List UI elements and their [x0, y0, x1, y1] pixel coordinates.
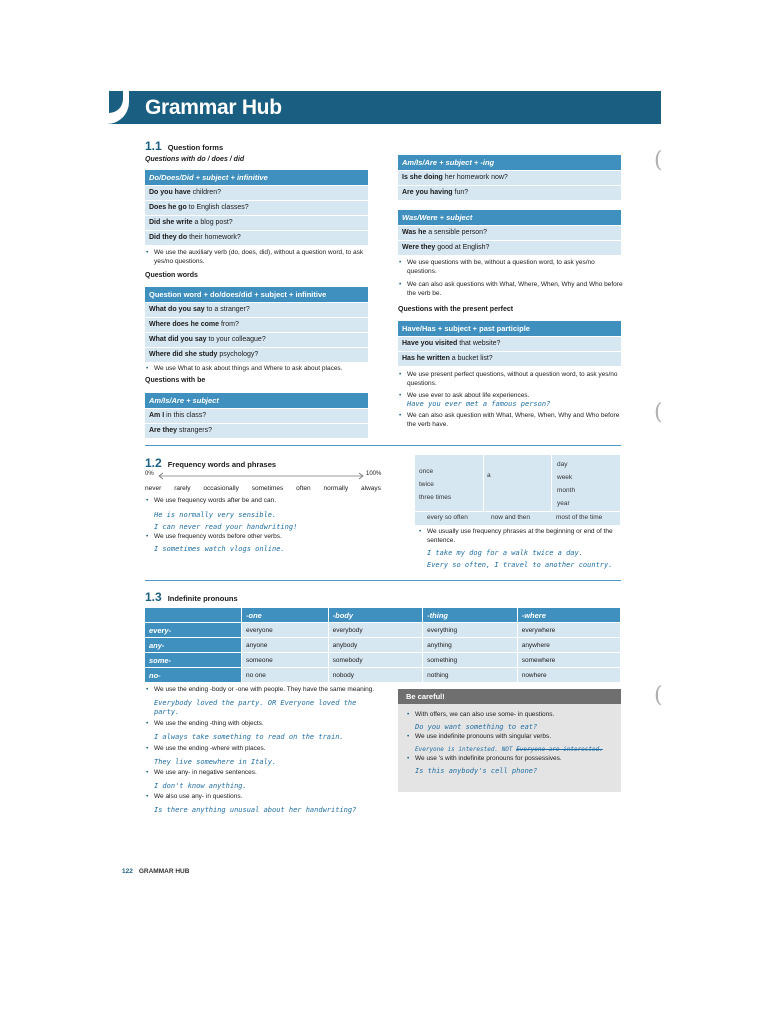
pronoun-cell: anywhere	[517, 638, 620, 653]
section-divider	[145, 445, 621, 446]
pronoun-cell: nothing	[423, 668, 518, 683]
subheading-questions-with-be: Questions with be	[145, 377, 206, 384]
table-row: Does he go to English classes?	[145, 200, 368, 215]
pronoun-cell: anyone	[242, 638, 329, 653]
table-row: Am I in this class?	[145, 408, 368, 423]
scale-word: sometimes	[251, 485, 284, 492]
example-anybody-phone: Is this anybody's cell phone?	[415, 767, 538, 775]
frequency-period: year	[557, 500, 570, 507]
table-was-were	[398, 225, 621, 255]
notes-be-questions: • We use questions with be, without a question word, to ask yes/no questions. • We can also ask questions with What, Where, When, Why and Who before the verb be.	[398, 258, 623, 298]
frequency-period: week	[557, 474, 573, 481]
page-footer	[122, 868, 189, 875]
table-have-has	[398, 336, 621, 366]
pronoun-cell: anybody	[328, 638, 423, 653]
scale-word: rarely	[174, 485, 191, 492]
indefinite-pronouns-table	[145, 607, 621, 682]
section-1-3-heading: 1.3 Indefinite pronouns	[145, 590, 238, 604]
pronoun-cell: everyone	[242, 623, 329, 638]
grammar-hub-banner	[107, 91, 661, 124]
table-row: Are you having fun?	[398, 185, 621, 200]
row-prefix: every-	[145, 623, 242, 638]
table-header-have-has: Have/Has + subject + past participle	[398, 321, 621, 336]
page-number: 122	[122, 868, 133, 875]
pronoun-cell: somebody	[328, 653, 423, 668]
be-careful-title: Be careful!	[398, 689, 621, 704]
pronoun-cell: everybody	[328, 623, 423, 638]
scale-word: occasionally	[203, 485, 239, 492]
pronoun-cell: everywhere	[517, 623, 620, 638]
table-row: Did they do their homework?	[145, 230, 368, 245]
example-never: I can never read your handwriting!	[154, 523, 298, 531]
example-twice-a-day: I take my dog for a walk twice a day.	[427, 549, 583, 557]
pronoun-cell: everything	[423, 623, 518, 638]
frequency-scale-arrow	[157, 472, 365, 480]
page-edge-mark: (	[654, 683, 663, 708]
row-prefix: no-	[145, 668, 242, 683]
table-row: Where does he come from?	[145, 317, 368, 332]
example-anything-unusual: Is there anything unusual about her handwriting?	[154, 806, 357, 814]
note-what-where: • We use What to ask about things and Where to ask about places.	[145, 364, 370, 373]
frequency-period-list	[557, 458, 575, 510]
subheading-present-perfect: Questions with the present perfect	[398, 306, 514, 313]
table-row: Was he a sensible person?	[398, 225, 621, 240]
scale-word: often	[296, 485, 311, 492]
table-row: Did she write a blog post?	[145, 215, 368, 230]
note-auxiliary-verb: • We use the auxiliary verb (do, does, did), without a question word, to ask yes/no questions.	[145, 248, 370, 266]
column-thing: -thing	[423, 608, 518, 623]
table-row	[145, 623, 621, 638]
table-corner-cell	[145, 608, 242, 623]
scale-word: always	[361, 485, 381, 492]
table-header-question-word: Question word + do/does/did + subject + infinitive	[145, 287, 368, 302]
frequency-count: once	[419, 468, 434, 475]
table-row: Where did she study psychology?	[145, 347, 368, 362]
table-row	[145, 653, 621, 668]
table-header-am-is-are: Am/Is/Are + subject	[145, 393, 368, 408]
example-want-something: Do you want something to eat?	[415, 723, 538, 731]
row-prefix: some-	[145, 653, 242, 668]
example-somewhere: They live somewhere in Italy.	[154, 758, 277, 766]
section-divider	[145, 580, 621, 581]
frequency-count-list	[419, 465, 451, 504]
table-row: Were they good at English?	[398, 240, 621, 255]
pronoun-cell: somewhere	[517, 653, 620, 668]
column-where: -where	[517, 608, 620, 623]
frequency-period: day	[557, 461, 568, 468]
subheading-question-words: Question words	[145, 272, 198, 279]
pronoun-cell: nowhere	[517, 668, 620, 683]
column-one: -one	[242, 608, 329, 623]
scale-start-label: 0%	[145, 471, 154, 477]
frequency-period: month	[557, 487, 576, 494]
table-row: What do you say to a stranger?	[145, 302, 368, 317]
notes-frequency-words: • We use frequency words after be and can. He is normally very sensible. I can never read your handwriting! • We use frequency words before other verbs. I sometimes watch vlogs online.	[145, 496, 385, 554]
table-row: What did you say to your colleague?	[145, 332, 368, 347]
example-every-so-often: Every so often, I travel to another country.	[427, 561, 613, 569]
example-everyone-interested: Everyone is interested. NOT Everyone are interested.	[415, 746, 603, 753]
frequency-phrases-box	[415, 455, 620, 525]
section-1-2-heading: 1.2 Frequency words and phrases	[145, 456, 277, 470]
page-title: Grammar Hub	[145, 96, 282, 119]
frequency-count: three times	[419, 494, 452, 501]
table-question-word	[145, 302, 368, 362]
table-row: Are they strangers?	[145, 423, 368, 438]
pronoun-cell: something	[423, 653, 518, 668]
example-everybody: Everybody loved the party. OR Everyone loved the party.	[154, 699, 357, 716]
scale-end-label: 100%	[366, 471, 382, 477]
example-ever: Have you ever met a famous person?	[407, 400, 551, 408]
be-careful-box	[398, 689, 621, 792]
pronoun-cell: no one	[242, 668, 329, 683]
scale-word: normally	[323, 485, 349, 492]
footer-label: GRAMMAR HUB	[138, 868, 190, 875]
notes-frequency-phrases: • We usually use frequency phrases at the beginning or end of the sentence. I take my dog for a walk twice a day. Every so often, I travel to another country.	[418, 527, 623, 570]
subheading-do-does-did: Questions with do / does / did	[145, 156, 245, 163]
example-normally: He is normally very sensible.	[154, 511, 277, 519]
be-careful-notes: • With offers, we can also use some- in questions. Do you want something to eat? • We use indefinite pronouns with singular verbs. Everyone is interested. NOT Everyone are interested. • We use 's with indefinite pronouns for possessives. Is this anybody's cell phone?	[406, 710, 616, 776]
table-am-is-are	[145, 408, 368, 438]
frequency-count: twice	[419, 481, 434, 488]
scale-word: never	[145, 485, 162, 492]
notes-present-perfect: • We use present perfect questions, without a question word, to ask yes/no questions. • We use ever to ask about life experiences. Have you ever met a famous person? • We can also ask question with What, Where, When, Why and Who before the verb have.	[398, 370, 623, 429]
table-row	[145, 638, 621, 653]
pronoun-cell: anything	[423, 638, 518, 653]
table-row: Do you have children?	[145, 185, 368, 200]
table-header-am-is-are-ing: Am/Is/Are + subject + -ing	[398, 155, 621, 170]
page-edge-mark: (	[654, 148, 663, 173]
page-edge-mark: (	[654, 400, 663, 425]
phrase-now-and-then: now and then	[491, 514, 531, 521]
frequency-scale-words	[145, 485, 381, 492]
notes-indefinite-pronouns: • We use the ending -body or -one with people. They have the same meaning. Everybody loved the party. OR Everyone loved the party. • We use the ending -thing with objects. I always take something to read on the train. • We use the ending -where with places. They live somewhere in Italy. • We use any- in negative sentences. I don't know anything. • We also use any- in questions. Is there anything unusual about her handwriting?	[145, 685, 380, 815]
table-header-was-were: Was/Were + subject	[398, 210, 621, 225]
table-row: Have you visited that website?	[398, 336, 621, 351]
example-something: I always take something to read on the train.	[154, 733, 344, 741]
table-do-does-did	[145, 185, 368, 245]
pronoun-cell: someone	[242, 653, 329, 668]
row-prefix: any-	[145, 638, 242, 653]
table-row: Has he written a bucket list?	[398, 351, 621, 366]
table-row: Is she doing her homework now?	[398, 170, 621, 185]
section-1-1-heading: 1.1 Question forms	[145, 139, 224, 153]
phrase-most-of-the-time: most of the time	[556, 514, 603, 521]
phrase-every-so-often: every so often	[427, 514, 468, 521]
example-anything: I don't know anything.	[154, 782, 247, 790]
example-sometimes: I sometimes watch vlogs online.	[154, 545, 285, 553]
table-header-do-does-did: Do/Does/Did + subject + infinitive	[145, 170, 368, 185]
table-am-is-are-ing	[398, 170, 621, 200]
banner-tab-decoration	[107, 91, 129, 124]
table-row	[145, 668, 621, 683]
table-header-row	[145, 608, 621, 623]
column-body: -body	[328, 608, 423, 623]
pronoun-cell: nobody	[328, 668, 423, 683]
frequency-article: a	[487, 472, 491, 479]
